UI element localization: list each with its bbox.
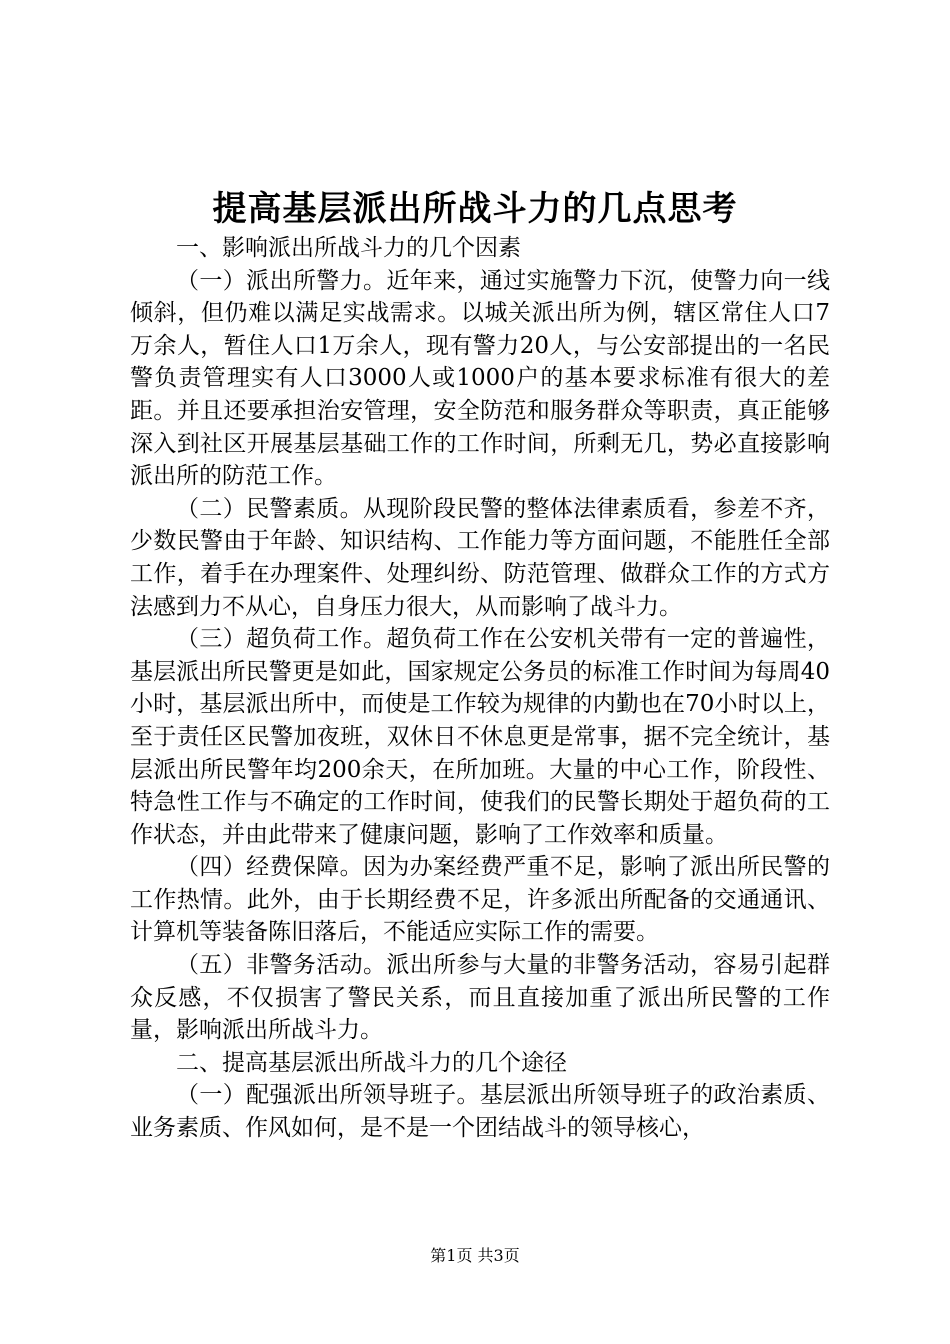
paragraph-overload-work: （三）超负荷工作。超负荷工作在公安机关带有一定的普遍性，基层派出所民警更是如此，国家规定公务员的标准工作时间为每周40小时，基层派出所中，而使是工作较为规律的内勤也在70小时以上，至于责任区民警加夜班，双休日不休息更是常事，据不完全统计，基层派出所民警年均200余天，在所加班。大量的中心工作，阶段性、特急性工作与不确定的工作时间，使我们的民警长期处于超负荷的工作状态，并由此带来了健康问题，影响了工作效率和质量。 xyxy=(130,626,830,848)
document-title: 提高基层派出所战斗力的几点思考 xyxy=(212,189,738,229)
section-heading-2: 二、提高基层派出所战斗力的几个途径 xyxy=(176,1049,567,1076)
section-heading-1: 一、影响派出所战斗力的几个因素 xyxy=(176,235,521,261)
paragraph-funding: （四）经费保障。因为办案经费严重不足，影响了派出所民警的工作热情。此外，由于长期经费不足，许多派出所配备的交通通讯、计算机等装备陈旧落后，不能适应实际工作的需要。 xyxy=(130,854,830,946)
page-number-footer: 第1页 共3页 xyxy=(430,1246,520,1265)
paragraph-police-force: （一）派出所警力。近年来，通过实施警力下沉，使警力向一线倾斜，但仍难以满足实战需求。以城关派出所为例，辖区常住人口7万余人，暂住人口1万余人，现有警力20人，与公安部提出的一名民警负责管理实有人口3000人或1000户的基本要求标准有很大的差距。并且还要承担治安管理，安全防范和服务群众等职责，真正能够深入到社区开展基层基础工作的工作时间，所剩无几，势必直接影响派出所的防范工作。 xyxy=(130,267,830,490)
document-body xyxy=(130,232,830,1145)
paragraph-leadership: （一）配强派出所领导班子。基层派出所领导班子的政治素质、业务素质、作风如何，是不是一个团结战斗的领导核心， xyxy=(130,1082,830,1142)
paragraph-police-quality: （二）民警素质。从现阶段民警的整体法律素质看，参差不齐，少数民警由于年龄、知识结构、工作能力等方面问题，不能胜任全部工作，着手在办理案件、处理纠纷、防范管理、做群众工作的方式方法感到力不从心，自身压力很大，从而影响了战斗力。 xyxy=(130,495,830,620)
paragraph-non-police-activities: （五）非警务活动。派出所参与大量的非警务活动，容易引起群众反感，不仅损害了警民关系，而且直接加重了派出所民警的工作量，影响派出所战斗力。 xyxy=(130,952,830,1044)
